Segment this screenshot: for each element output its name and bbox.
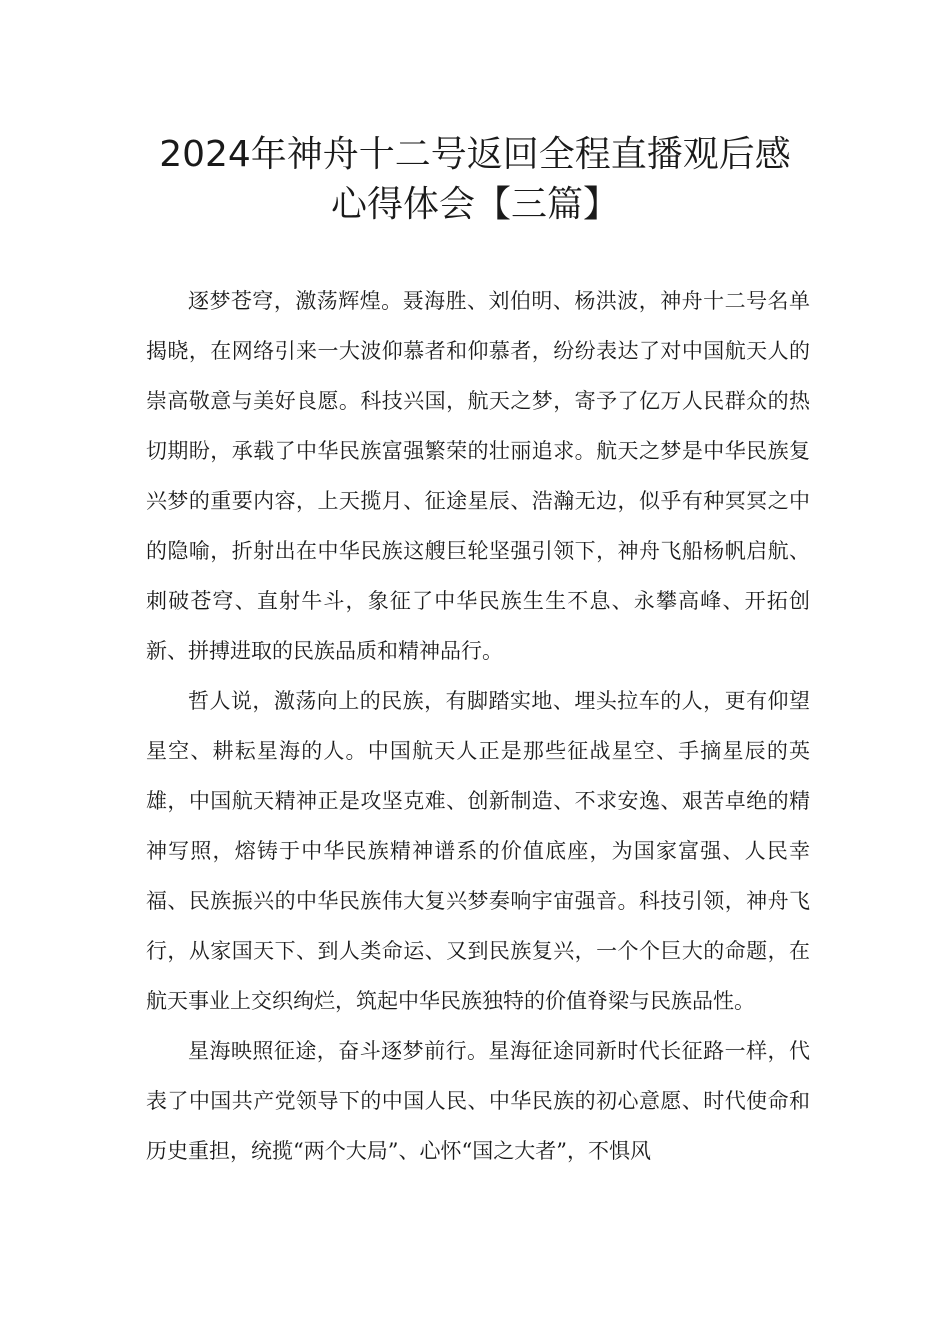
document-title-line-2: 心得体会【三篇】 <box>330 184 619 225</box>
document-title-line-1: 2024年神舟十二号返回全程直播观后感 <box>159 134 791 175</box>
paragraph-3: 星海映照征途，奋斗逐梦前行。星海征途同新时代长征路一样，代表了中国共产党领导下的中国人民、中华民族的初心意愿、时代使命和历史重担，统揽“两个大局”、心怀“国之大者”，不惧风 <box>146 1039 810 1163</box>
paragraph-2: 哲人说，激荡向上的民族，有脚踏实地、埋头拉车的人，更有仰望星空、耕耘星海的人。中国航天人正是那些征战星空、手摘星辰的英雄，中国航天精神正是攻坚克难、创新制造、不求安逸、艰苦卓绝的精神写照，熔铸于中华民族精神谱系的价值底座，为国家富强、人民幸福、民族振兴的中华民族伟大复兴梦奏响宇宙强音。科技引领，神舟飞行，从家国天下、到人类命运、又到民族复兴，一个个巨大的命题，在航天事业上交织绚烂，筑起中华民族独特的价值脊梁与民族品性。 <box>146 689 810 1013</box>
document-body <box>146 276 810 1176</box>
paragraph-1: 逐梦苍穹，激荡辉煌。聂海胜、刘伯明、杨洪波，神舟十二号名单揭晓，在网络引来一大波仰慕者和仰慕者，纷纷表达了对中国航天人的崇高敬意与美好良愿。科技兴国，航天之梦，寄予了亿万人民群众的热切期盼，承载了中华民族富强繁荣的壮丽追求。航天之梦是中华民族复兴梦的重要内容，上天揽月、征途星辰、浩瀚无边，似乎有种冥冥之中的隐喻，折射出在中华民族这艘巨轮坚强引领下，神舟飞船杨帆启航、刺破苍穹、直射牛斗，象征了中华民族生生不息、永攀高峰、开拓创新、拼搏进取的民族品质和精神品行。 <box>146 289 810 663</box>
